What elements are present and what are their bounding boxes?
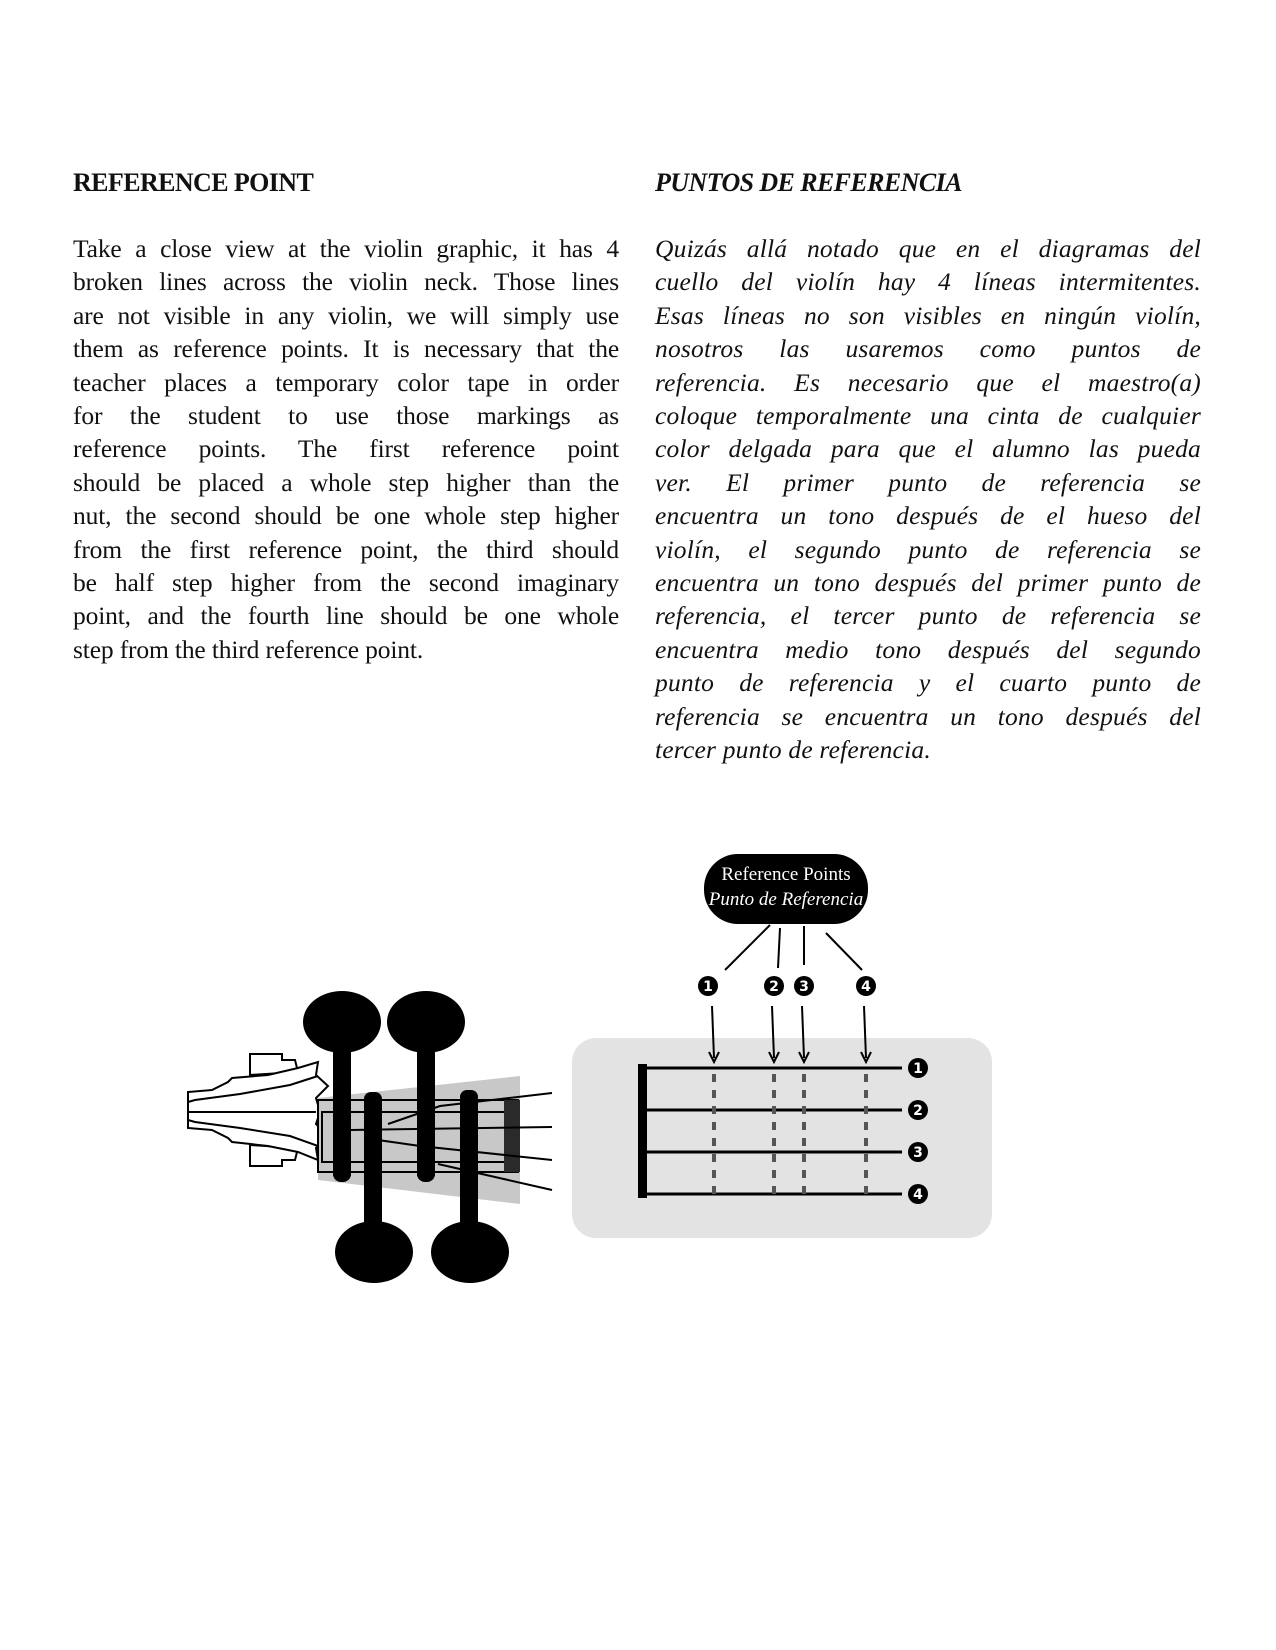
- label-leader-lines: [725, 925, 862, 970]
- reference-point-badge-3-text: 3: [799, 979, 809, 995]
- nut-bar: [638, 1064, 647, 1198]
- string-badge-4-text: 4: [913, 1187, 923, 1203]
- string-badge-4: [908, 1184, 928, 1204]
- string-badge-2: [908, 1100, 928, 1120]
- spanish-line: encuentra medio tono después del segundo: [655, 634, 1201, 664]
- spanish-line: encuentra un tono después del primer punto de: [655, 568, 1201, 598]
- english-line: broken lines across the violin neck. Those lines: [73, 267, 619, 297]
- spanish-line: cuello del violín hay 4 líneas intermitentes.: [655, 267, 1201, 297]
- english-line: should be placed a whole step higher than the: [73, 467, 619, 497]
- english-line: from the first reference point, the third should: [73, 534, 619, 564]
- english-line: for the student to use those markings as: [73, 401, 619, 431]
- reference-point-badge-1-text: 1: [703, 979, 713, 995]
- reference-point-badge-1: [698, 976, 718, 996]
- spanish-line: nosotros las usaremos como puntos de: [655, 334, 1201, 364]
- label-english: Reference Points: [721, 864, 851, 885]
- spanish-heading: PUNTOS DE REFERENCIA: [655, 168, 962, 197]
- spanish-line: encuentra un tono después de el hueso del: [655, 501, 1201, 531]
- string-badge-2-text: 2: [913, 1103, 923, 1119]
- english-line: are not visible in any violin, we will simply use: [73, 300, 619, 330]
- spanish-line: Esas líneas no son visibles en ningún violín,: [655, 300, 1201, 330]
- label-spanish: Punto de Referencia: [708, 889, 864, 910]
- english-line: nut, the second should be one whole step higher: [73, 501, 619, 531]
- english-line: them as reference points. It is necessary that the: [73, 334, 619, 364]
- string-badge-3: [908, 1142, 928, 1162]
- reference-point-badge-2: [764, 976, 784, 996]
- english-line: point, and the fourth line should be one whole: [73, 601, 619, 631]
- reference-point-badge-3: [794, 976, 814, 996]
- spanish-line: Quizás allá notado que en el diagramas del: [655, 234, 1201, 263]
- reference-points-label: [704, 854, 868, 924]
- reference-point-badge-4: [856, 976, 876, 996]
- spanish-line: referencia se encuentra un tono después del: [655, 701, 1201, 731]
- reference-point-badge-4-text: 4: [861, 979, 871, 995]
- reference-point-badge-2-text: 2: [769, 979, 779, 995]
- english-line: step from the third reference point.: [73, 634, 424, 664]
- spanish-line: violín, el segundo punto de referencia se: [655, 534, 1201, 564]
- string-badge-1: [908, 1058, 928, 1078]
- spanish-line: color delgada para que el alumno las pueda: [655, 434, 1201, 464]
- spanish-line: ver. El primer punto de referencia se: [655, 467, 1201, 497]
- english-line: be half step higher from the second imaginary: [73, 568, 619, 598]
- string-badge-1-text: 1: [913, 1061, 923, 1077]
- english-line: reference points. The first reference point: [73, 434, 619, 464]
- english-line: Take a close view at the violin graphic, it has 4: [73, 234, 619, 263]
- spanish-line: tercer punto de referencia.: [655, 735, 931, 765]
- spanish-line: referencia, el tercer punto de referencia se: [655, 601, 1201, 631]
- spanish-line: coloque temporalmente una cinta de cualquier: [655, 401, 1201, 431]
- english-heading: REFERENCE POINT: [73, 168, 314, 197]
- violin-scroll-illustration: [188, 1054, 328, 1166]
- english-line: teacher places a temporary color tape in order: [73, 367, 619, 397]
- string-badge-3-text: 3: [913, 1145, 923, 1161]
- spanish-line: referencia. Es necesario que el maestro(a): [655, 367, 1201, 397]
- spanish-line: punto de referencia y el cuarto punto de: [655, 668, 1201, 698]
- nut-icon: [504, 1100, 520, 1172]
